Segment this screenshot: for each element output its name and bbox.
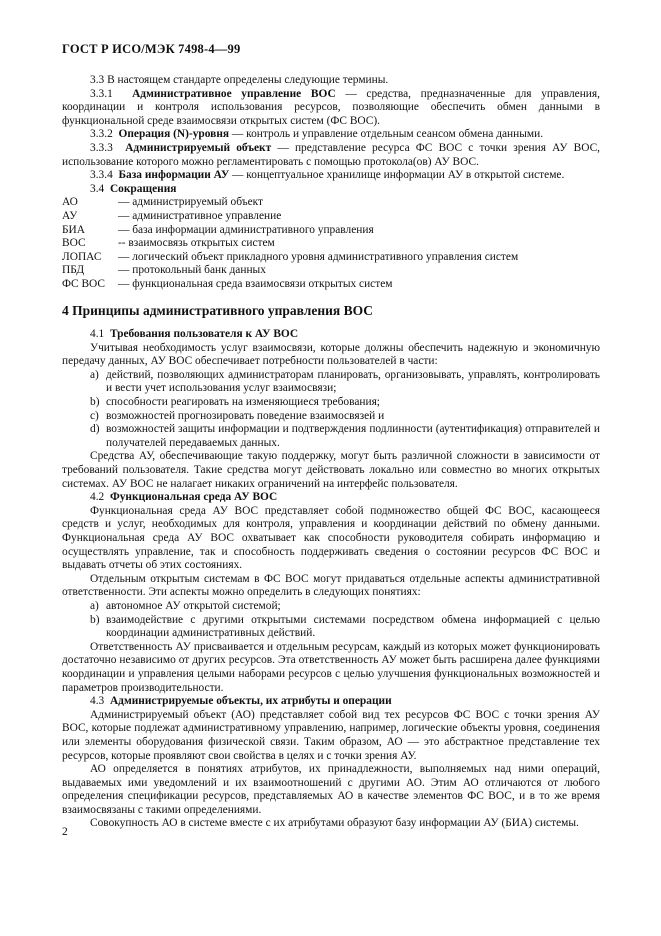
list-text: действий, позволяющих администраторам планировать, организовывать, управлять, контролировать и вести учет использования услуг взаимосвязи; [106,368,600,395]
term-title: Администрируемый объект [125,141,272,154]
list-item [62,410,600,424]
term-definition: — контроль и управление отдельным сеансом обмена данными. [229,128,544,141]
list-item [62,369,600,396]
term-3-3-2 [62,128,600,142]
paragraph: Отдельным открытым системам в ФС ВОС могут придаваться отдельные аспекты административной ответственности. Эти аспекты можно определить в следующих понятиях: [62,572,600,599]
list-text: автономное АУ открытой системой; [106,599,281,612]
list-text: возможностей защиты информации и подтверждения подлинности (аутентификация) отправителей и получателей передаваемых данных. [106,423,600,449]
term-3-3-4 [62,169,600,183]
abbreviation-meaning: — логический объект прикладного уровня административного управления систем [118,250,519,263]
section-4-heading: 4 Принципы административного управления ВОС [62,302,374,318]
term-title: База информации АУ [118,169,230,182]
abbreviation: ЛОПАС [62,250,102,263]
list-marker: c) [90,409,99,422]
paragraph: Администрируемый объект (АО) представляет собой вид тех ресурсов ФС ВОС с точки зрения АУ ВОС, которые подлежат административному управлению, например, логические объекты уровня, соединения или элементы оборудования физической связи. Таким образом, АО — это абстрактное представление тех ресурсов, которые проявляют свои свойства в целях и с точки зрения АУ. [62,708,600,762]
term-3-3-3 [62,142,600,169]
clause-number: 3.4 [90,182,105,195]
abbreviation-meaning: — функциональная среда взаимосвязи открытых систем [118,277,393,290]
list-text: взаимодействие с другими открытыми системами посредством обмена информацией с целью координации административных действий. [106,613,600,640]
paragraph: Функциональная среда АУ ВОС представляет собой подмножество общей ФС ВОС, касающееся средств и услуг, необходимых для контроля, управления и координации действий по обмену данными. Функциональная среда АУ ВОС охватывает как способности руководителя собирать информацию и осуществлять управление, так и способность поддерживать сведения о состоянии ресурсов ФС ВОС и выдавать отчеты об этих состояниях. [62,504,600,572]
requirements-list [62,369,600,451]
abbreviation: БИА [62,223,85,236]
abbreviation: ВОС [62,237,86,250]
abbreviation-row [62,196,600,210]
list-text: способности реагировать на изменяющиеся требования; [106,396,380,409]
list-marker: a) [90,599,99,612]
term-title: Операция (N)-уровня [118,128,230,141]
abbreviation-row [62,251,600,265]
page-content [62,74,600,831]
abbreviation-row [62,278,600,292]
clause-4-3 [62,695,600,709]
list-item [62,396,600,410]
term-title: Административное управление ВОС [132,87,336,100]
clause-number: 4.2 [90,491,105,504]
abbreviation: ФС ВОС [62,277,106,290]
abbreviation: ПБД [62,264,85,277]
clause-number: 4.1 [90,328,105,341]
clause-title: Требования пользователя к АУ ВОС [109,328,299,341]
abbreviation-row [62,264,600,278]
abbreviation-row [62,210,600,224]
clause-3-4 [62,183,600,197]
list-marker: b) [90,613,100,626]
term-definition: — концептуальное хранилище информации АУ в открытой системе. [229,169,565,182]
term-number: 3.3.3 [90,141,113,154]
list-item [62,600,600,614]
clause-title: Сокращения [109,182,177,195]
paragraph: Совокупность АО в системе вместе с их атрибутами образуют базу информации АУ (БИА) системы. [90,817,579,830]
abbreviation-meaning: — административное управление [118,209,282,222]
document-header: ГОСТ Р ИСО/МЭК 7498-4—99 [62,42,241,56]
list-item [62,423,600,450]
clause-3-3: 3.3 В настоящем стандарте определены следующие термины. [90,74,389,86]
paragraph: Ответственность АУ присваивается и отдельным ресурсам, каждый из которых может функционировать достаточно независимо от других ресурсов. Эта ответственность АУ может быть расширена далее функциями координации и управления целыми наборами ресурсов с целью улучшения функциональных возможностей и параметров производительности. [62,640,600,694]
term-3-3-1 [62,88,600,129]
term-number: 3.3.2 [90,128,113,141]
abbreviation-meaning: — администрируемый объект [118,196,264,209]
paragraph: Учитывая необходимость услуг взаимосвязи, которые должны обеспечить надежную и экономичную передачу данных, АУ ВОС обеспечивает потребности пользователей в части: [62,341,600,368]
list-marker: b) [90,396,100,409]
clause-title: Администрируемые объекты, их атрибуты и операции [109,695,392,708]
clause-title: Функциональная среда АУ ВОС [109,491,278,504]
list-text: возможностей прогнозировать поведение взаимосвязей и [106,409,385,422]
term-definition: — представление ресурса ФС ВОС с точки зрения АУ ВОС, использование которого можно регламентировать с помощью протокола(ов) АУ ВОС. [62,141,601,168]
term-definition: — средства, предназначенные для управления, координации и контроля использования ресурсов, позволяющие обеспечить обмен данными в функциональной среде взаимосвязи открытых систем (ФС ВОС). [62,87,600,127]
abbreviation-meaning: -- взаимосвязь открытых систем [118,237,275,250]
clause-number: 4.3 [90,695,105,708]
abbreviation: АО [62,196,78,209]
list-marker: a) [90,368,99,381]
list-marker: d) [90,423,100,436]
paragraph: Средства АУ, обеспечивающие такую поддержку, могут быть различной сложности в зависимости от требований пользователя. Такие средства могут действовать локально или совместно во многих открытых системах. АУ ВОС не налагает никаких ограничений на интерфейс пользователя. [62,450,600,490]
abbreviation-list [62,196,600,291]
abbreviation-row [62,237,600,251]
abbreviation-meaning: — база информации административного управления [118,223,374,236]
abbreviation-row [62,224,600,238]
list-item [62,614,600,641]
term-number: 3.3.4 [90,169,113,182]
abbreviation-meaning: — протокольный банк данных [118,264,266,277]
clause-4-2 [62,491,600,505]
clause-4-1 [62,328,600,342]
abbreviation: АУ [62,209,78,222]
page-number: 2 [62,826,68,838]
aspects-list [62,600,600,641]
paragraph: АО определяется в понятиях атрибутов, их принадлежности, выполняемых над ними операций, выдаваемых ими уведомлений и их взаимоотношений с другими АО. Этим АО отличаются от любого определения спецификации ресурсов, представляемых АО в качестве элементов ФС ВОС, и в то же время взаимосвязаны с такими определениями. [62,763,600,816]
term-number: 3.3.1 [90,87,113,100]
